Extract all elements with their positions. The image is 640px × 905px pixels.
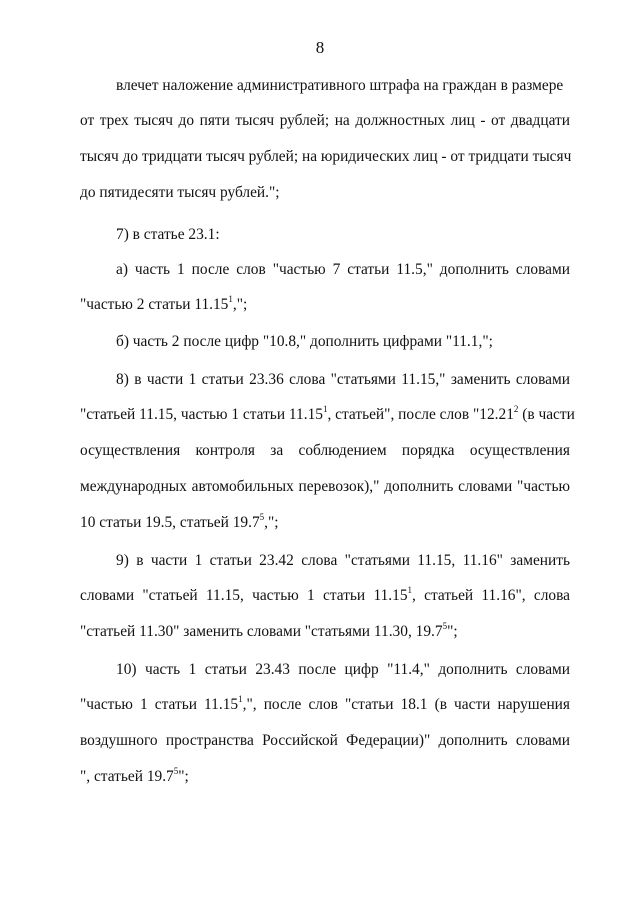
- superscript: 2: [513, 403, 519, 414]
- paragraph-line: [80, 586, 570, 606]
- superscript: 5: [259, 511, 265, 522]
- text-run: "статьей 11.30" заменить словами "статьями 11.30, 19.7: [80, 623, 443, 640]
- text-run: ,";: [232, 296, 248, 313]
- paragraph-line: б) часть 2 после цифр "10.8," дополнить цифрами "11.1,";: [116, 333, 493, 350]
- text-run: , статьей 11.16", слова: [412, 587, 570, 604]
- paragraph-line: осуществления контроля за соблюдением порядка осуществления: [80, 442, 570, 459]
- paragraph-line: влечет наложение административного штрафа на граждан в размере: [116, 77, 564, 94]
- text-run: (в части: [518, 406, 575, 423]
- paragraph-line: 10) часть 1 статьи 23.43 после цифр "11.4," дополнить словами: [116, 661, 570, 678]
- paragraph-line: от трех тысяч до пяти тысяч рублей; на должностных лиц - от двадцати: [80, 112, 570, 129]
- article-heading: 7) в статье 23.1:: [116, 226, 220, 243]
- superscript: 1: [238, 693, 243, 704]
- paragraph-line: [80, 403, 575, 425]
- text-run: ,", после слов "статьи 18.1 (в части нарушения: [242, 696, 570, 713]
- page-number: 8: [315, 38, 325, 57]
- text-run: "частью 2 статьи 11.15: [80, 296, 229, 313]
- paragraph-line: до пятидесяти тысяч рублей.";: [80, 184, 280, 201]
- text-run: словами "статьей 11.15, частью 1 статьи 11.15: [80, 587, 408, 604]
- paragraph-line: [80, 295, 570, 315]
- superscript: 5: [173, 765, 179, 776]
- text-run: , статьей", после слов "12.21: [327, 406, 514, 423]
- superscript: 1: [228, 293, 233, 304]
- paragraph-line: а) часть 1 после слов "частью 7 статьи 11.5," дополнить словами: [116, 261, 570, 278]
- text-run: ", статьей 19.7: [80, 768, 174, 785]
- paragraph-line: 9) в части 1 статьи 23.42 слова "статьями 11.15, 11.16" заменить: [116, 552, 570, 569]
- text-run: ";: [178, 768, 189, 785]
- text-run: "статьей 11.15, частью 1 статьи 11.15: [80, 406, 323, 423]
- superscript: 1: [407, 584, 413, 595]
- paragraph-line: 8) в части 1 статьи 23.36 слова "статьями 11.15," заменить словами: [116, 371, 570, 388]
- paragraph-line: воздушного пространства Российской Федерации)" дополнить словами: [80, 732, 570, 749]
- text-run: ,";: [264, 514, 279, 531]
- paragraph-line: [80, 513, 570, 533]
- paragraph-line: [80, 767, 570, 787]
- paragraph-line: [80, 695, 570, 715]
- text-run: 10 статьи 19.5, статьей 19.7: [80, 514, 260, 531]
- superscript: 5: [442, 620, 448, 631]
- paragraph-line: [80, 622, 570, 642]
- text-run: "частью 1 статьи 11.15: [80, 696, 239, 713]
- paragraph-line: международных автомобильных перевозок)," дополнить словами "частью: [80, 478, 570, 495]
- paragraph-line: тысяч до тридцати тысяч рублей; на юридических лиц - от тридцати тысяч: [80, 148, 572, 165]
- text-run: ";: [447, 623, 458, 640]
- superscript: 1: [322, 403, 328, 414]
